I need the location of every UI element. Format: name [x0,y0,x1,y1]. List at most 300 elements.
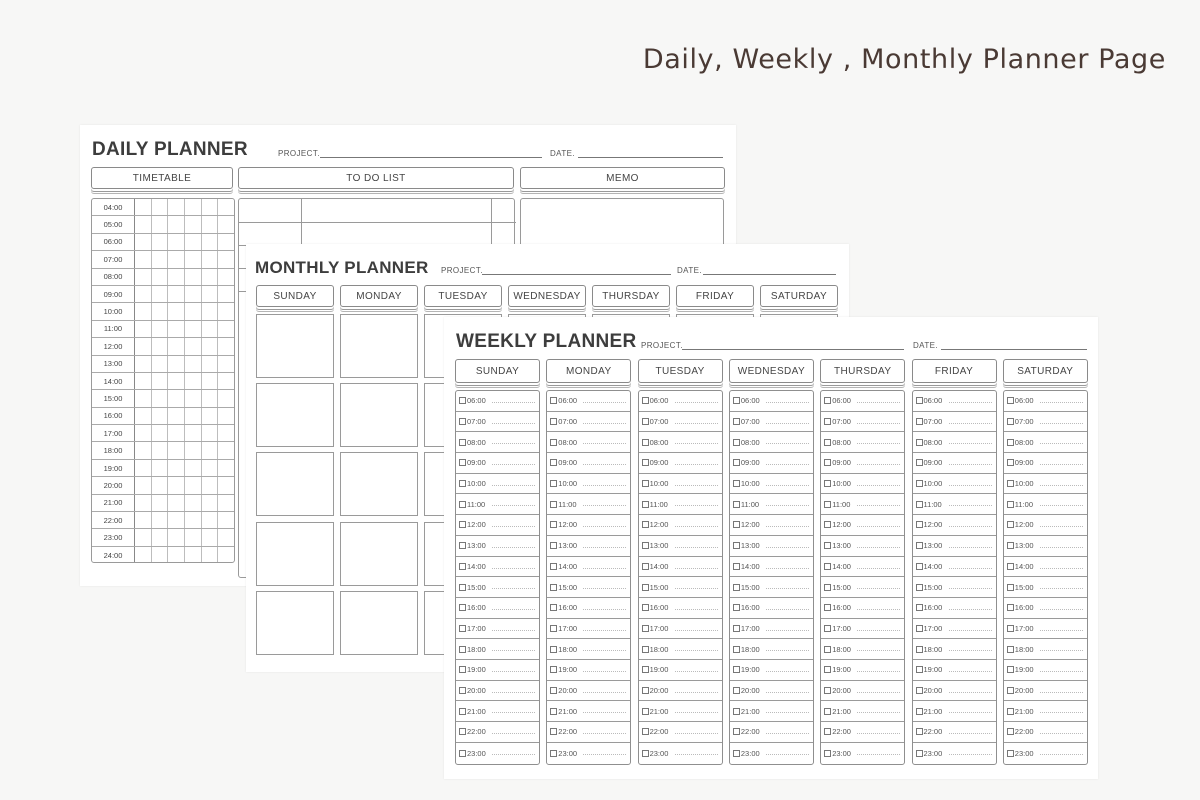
timetable-cell[interactable] [202,512,219,528]
checkbox-icon[interactable] [459,501,466,508]
weekly-time-slot[interactable] [639,432,722,453]
weekly-time-slot[interactable] [730,743,813,764]
monthly-date-field[interactable] [703,274,836,275]
weekly-time-slot[interactable] [730,619,813,640]
weekly-time-slot[interactable] [1004,619,1087,640]
monthly-day-cell[interactable] [340,591,418,655]
weekly-time-slot[interactable] [821,660,904,681]
timetable-cell[interactable] [202,199,219,215]
checkbox-icon[interactable] [916,480,923,487]
monthly-day-cell[interactable] [340,452,418,516]
weekly-time-slot[interactable] [547,722,630,743]
timetable-cell[interactable] [202,338,219,354]
timetable-cell[interactable] [202,234,219,250]
weekly-time-slot[interactable] [1004,412,1087,433]
checkbox-icon[interactable] [550,480,557,487]
checkbox-icon[interactable] [733,563,740,570]
checkbox-icon[interactable] [642,439,649,446]
checkbox-icon[interactable] [916,584,923,591]
checkbox-icon[interactable] [459,687,466,694]
weekly-time-slot[interactable] [821,722,904,743]
timetable-cell[interactable] [185,529,202,545]
checkbox-icon[interactable] [824,584,831,591]
weekly-time-slot[interactable] [456,536,539,557]
timetable-cell[interactable] [135,442,152,458]
checkbox-icon[interactable] [824,728,831,735]
weekly-time-slot[interactable] [821,557,904,578]
checkbox-icon[interactable] [550,501,557,508]
timetable-cell[interactable] [135,338,152,354]
weekly-time-slot[interactable] [456,681,539,702]
checkbox-icon[interactable] [824,687,831,694]
checkbox-icon[interactable] [459,521,466,528]
checkbox-icon[interactable] [733,687,740,694]
checkbox-icon[interactable] [916,708,923,715]
weekly-time-slot[interactable] [456,701,539,722]
checkbox-icon[interactable] [550,750,557,757]
timetable-cell[interactable] [168,408,185,424]
timetable-cell[interactable] [218,460,234,476]
checkbox-icon[interactable] [1007,584,1014,591]
timetable-cell[interactable] [168,321,185,337]
timetable-cell[interactable] [168,495,185,511]
checkbox-icon[interactable] [733,397,740,404]
timetable-cell[interactable] [152,216,169,232]
timetable-cell[interactable] [202,373,219,389]
checkbox-icon[interactable] [733,708,740,715]
checkbox-icon[interactable] [733,604,740,611]
weekly-time-slot[interactable] [1004,432,1087,453]
weekly-time-slot[interactable] [730,412,813,433]
checkbox-icon[interactable] [550,521,557,528]
weekly-date-field[interactable] [941,349,1087,350]
checkbox-icon[interactable] [550,708,557,715]
timetable-cell[interactable] [185,512,202,528]
timetable-cell[interactable] [135,234,152,250]
checkbox-icon[interactable] [459,708,466,715]
checkbox-icon[interactable] [459,666,466,673]
checkbox-icon[interactable] [824,708,831,715]
timetable-grid[interactable] [91,198,235,563]
checkbox-icon[interactable] [642,584,649,591]
timetable-cell[interactable] [135,460,152,476]
timetable-cell[interactable] [168,529,185,545]
checkbox-icon[interactable] [916,646,923,653]
weekly-time-slot[interactable] [913,453,996,474]
timetable-cell[interactable] [152,286,169,302]
weekly-time-slot[interactable] [456,619,539,640]
weekly-time-slot[interactable] [730,722,813,743]
timetable-cell[interactable] [152,303,169,319]
timetable-cell[interactable] [152,390,169,406]
weekly-time-slot[interactable] [1004,474,1087,495]
timetable-cell[interactable] [202,321,219,337]
weekly-time-slot[interactable] [913,515,996,536]
weekly-time-slot[interactable] [547,681,630,702]
checkbox-icon[interactable] [824,625,831,632]
checkbox-icon[interactable] [642,625,649,632]
timetable-cell[interactable] [168,512,185,528]
weekly-time-slot[interactable] [821,619,904,640]
weekly-time-slot[interactable] [547,639,630,660]
checkbox-icon[interactable] [1007,480,1014,487]
checkbox-icon[interactable] [642,708,649,715]
checkbox-icon[interactable] [733,625,740,632]
timetable-cell[interactable] [152,547,169,563]
timetable-cell[interactable] [168,338,185,354]
weekly-time-slot[interactable] [456,474,539,495]
timetable-cell[interactable] [202,251,219,267]
checkbox-icon[interactable] [916,604,923,611]
timetable-cell[interactable] [152,234,169,250]
weekly-time-slot[interactable] [639,743,722,764]
timetable-cell[interactable] [135,286,152,302]
timetable-cell[interactable] [218,303,234,319]
timetable-cell[interactable] [218,234,234,250]
weekly-time-slot[interactable] [913,391,996,412]
checkbox-icon[interactable] [1007,666,1014,673]
weekly-time-slot[interactable] [730,453,813,474]
weekly-time-slot[interactable] [639,681,722,702]
weekly-time-slot[interactable] [547,391,630,412]
timetable-cell[interactable] [152,425,169,441]
timetable-cell[interactable] [218,425,234,441]
weekly-time-slot[interactable] [456,598,539,619]
timetable-cell[interactable] [168,303,185,319]
checkbox-icon[interactable] [642,563,649,570]
checkbox-icon[interactable] [1007,418,1014,425]
checkbox-icon[interactable] [824,397,831,404]
timetable-cell[interactable] [185,425,202,441]
weekly-time-slot[interactable] [1004,515,1087,536]
weekly-time-slot[interactable] [639,577,722,598]
weekly-time-slot[interactable] [456,494,539,515]
weekly-time-slot[interactable] [913,432,996,453]
checkbox-icon[interactable] [459,563,466,570]
weekly-time-slot[interactable] [913,619,996,640]
weekly-time-slot[interactable] [547,412,630,433]
weekly-time-slot[interactable] [1004,557,1087,578]
timetable-cell[interactable] [202,356,219,372]
timetable-cell[interactable] [218,373,234,389]
checkbox-icon[interactable] [642,750,649,757]
weekly-time-slot[interactable] [639,515,722,536]
weekly-time-slot[interactable] [547,619,630,640]
weekly-time-slot[interactable] [1004,681,1087,702]
weekly-time-slot[interactable] [456,660,539,681]
checkbox-icon[interactable] [916,542,923,549]
timetable-cell[interactable] [168,442,185,458]
checkbox-icon[interactable] [459,439,466,446]
weekly-time-slot[interactable] [456,743,539,764]
checkbox-icon[interactable] [550,646,557,653]
checkbox-icon[interactable] [824,666,831,673]
timetable-cell[interactable] [218,512,234,528]
checkbox-icon[interactable] [1007,501,1014,508]
timetable-cell[interactable] [152,408,169,424]
checkbox-icon[interactable] [642,604,649,611]
timetable-cell[interactable] [185,269,202,285]
weekly-time-slot[interactable] [913,412,996,433]
weekly-time-slot[interactable] [821,598,904,619]
timetable-cell[interactable] [202,442,219,458]
weekly-time-slot[interactable] [1004,598,1087,619]
checkbox-icon[interactable] [550,459,557,466]
checkbox-icon[interactable] [1007,625,1014,632]
checkbox-icon[interactable] [550,584,557,591]
checkbox-icon[interactable] [642,521,649,528]
checkbox-icon[interactable] [459,728,466,735]
weekly-time-slot[interactable] [730,701,813,722]
weekly-time-slot[interactable] [639,391,722,412]
weekly-time-slot[interactable] [639,598,722,619]
monthly-day-cell[interactable] [340,314,418,378]
weekly-time-slot[interactable] [730,391,813,412]
timetable-cell[interactable] [202,390,219,406]
weekly-time-slot[interactable] [913,701,996,722]
checkbox-icon[interactable] [733,584,740,591]
weekly-time-slot[interactable] [1004,722,1087,743]
checkbox-icon[interactable] [916,750,923,757]
weekly-time-slot[interactable] [730,681,813,702]
weekly-time-slot[interactable] [913,743,996,764]
timetable-cell[interactable] [135,251,152,267]
checkbox-icon[interactable] [824,521,831,528]
timetable-cell[interactable] [185,216,202,232]
weekly-time-slot[interactable] [821,515,904,536]
timetable-cell[interactable] [168,390,185,406]
weekly-time-slot[interactable] [821,701,904,722]
timetable-cell[interactable] [152,199,169,215]
weekly-time-slot[interactable] [730,536,813,557]
monthly-day-cell[interactable] [340,383,418,447]
weekly-time-slot[interactable] [456,577,539,598]
checkbox-icon[interactable] [824,563,831,570]
timetable-cell[interactable] [168,199,185,215]
timetable-cell[interactable] [218,216,234,232]
timetable-cell[interactable] [168,286,185,302]
timetable-cell[interactable] [202,269,219,285]
timetable-cell[interactable] [135,390,152,406]
weekly-time-slot[interactable] [639,557,722,578]
checkbox-icon[interactable] [550,604,557,611]
checkbox-icon[interactable] [824,542,831,549]
timetable-cell[interactable] [218,390,234,406]
weekly-time-slot[interactable] [913,577,996,598]
timetable-cell[interactable] [135,529,152,545]
timetable-cell[interactable] [152,529,169,545]
timetable-cell[interactable] [135,425,152,441]
timetable-cell[interactable] [202,547,219,563]
checkbox-icon[interactable] [550,397,557,404]
timetable-cell[interactable] [185,460,202,476]
weekly-time-slot[interactable] [821,474,904,495]
checkbox-icon[interactable] [916,418,923,425]
monthly-day-cell[interactable] [256,383,334,447]
timetable-cell[interactable] [218,356,234,372]
timetable-cell[interactable] [135,269,152,285]
checkbox-icon[interactable] [733,439,740,446]
weekly-time-slot[interactable] [456,432,539,453]
weekly-time-slot[interactable] [1004,701,1087,722]
checkbox-icon[interactable] [642,666,649,673]
checkbox-icon[interactable] [642,418,649,425]
checkbox-icon[interactable] [824,750,831,757]
checkbox-icon[interactable] [824,604,831,611]
weekly-time-slot[interactable] [547,701,630,722]
timetable-cell[interactable] [168,547,185,563]
checkbox-icon[interactable] [916,459,923,466]
weekly-time-slot[interactable] [547,557,630,578]
weekly-time-slot[interactable] [821,681,904,702]
timetable-cell[interactable] [168,425,185,441]
weekly-time-slot[interactable] [547,432,630,453]
monthly-day-cell[interactable] [340,522,418,586]
weekly-time-slot[interactable] [547,598,630,619]
checkbox-icon[interactable] [642,501,649,508]
checkbox-icon[interactable] [1007,728,1014,735]
timetable-cell[interactable] [218,199,234,215]
weekly-time-slot[interactable] [639,722,722,743]
checkbox-icon[interactable] [642,480,649,487]
checkbox-icon[interactable] [916,521,923,528]
timetable-cell[interactable] [152,373,169,389]
weekly-time-slot[interactable] [547,453,630,474]
weekly-time-slot[interactable] [639,701,722,722]
checkbox-icon[interactable] [733,521,740,528]
checkbox-icon[interactable] [550,439,557,446]
timetable-cell[interactable] [218,408,234,424]
timetable-cell[interactable] [135,547,152,563]
timetable-cell[interactable] [152,321,169,337]
weekly-time-slot[interactable] [730,557,813,578]
checkbox-icon[interactable] [733,646,740,653]
checkbox-icon[interactable] [824,501,831,508]
weekly-time-slot[interactable] [456,639,539,660]
checkbox-icon[interactable] [459,459,466,466]
checkbox-icon[interactable] [550,666,557,673]
weekly-time-slot[interactable] [639,474,722,495]
checkbox-icon[interactable] [459,542,466,549]
weekly-time-slot[interactable] [547,660,630,681]
timetable-cell[interactable] [202,303,219,319]
weekly-time-slot[interactable] [456,391,539,412]
timetable-cell[interactable] [168,373,185,389]
timetable-cell[interactable] [185,495,202,511]
timetable-cell[interactable] [135,512,152,528]
checkbox-icon[interactable] [733,418,740,425]
timetable-cell[interactable] [218,286,234,302]
weekly-time-slot[interactable] [456,515,539,536]
weekly-time-slot[interactable] [913,681,996,702]
timetable-cell[interactable] [168,460,185,476]
checkbox-icon[interactable] [916,501,923,508]
timetable-cell[interactable] [202,425,219,441]
timetable-cell[interactable] [202,286,219,302]
timetable-cell[interactable] [152,338,169,354]
checkbox-icon[interactable] [459,646,466,653]
weekly-time-slot[interactable] [1004,391,1087,412]
weekly-time-slot[interactable] [821,577,904,598]
weekly-time-slot[interactable] [821,494,904,515]
weekly-time-slot[interactable] [456,722,539,743]
timetable-cell[interactable] [168,234,185,250]
weekly-time-slot[interactable] [1004,660,1087,681]
weekly-time-slot[interactable] [821,639,904,660]
weekly-time-slot[interactable] [456,412,539,433]
checkbox-icon[interactable] [1007,459,1014,466]
weekly-time-slot[interactable] [639,494,722,515]
checkbox-icon[interactable] [1007,604,1014,611]
timetable-cell[interactable] [135,303,152,319]
weekly-time-slot[interactable] [913,536,996,557]
timetable-cell[interactable] [185,356,202,372]
timetable-cell[interactable] [135,199,152,215]
timetable-cell[interactable] [135,373,152,389]
weekly-time-slot[interactable] [913,474,996,495]
checkbox-icon[interactable] [1007,750,1014,757]
weekly-time-slot[interactable] [730,660,813,681]
checkbox-icon[interactable] [459,418,466,425]
weekly-time-slot[interactable] [730,598,813,619]
weekly-time-slot[interactable] [913,722,996,743]
checkbox-icon[interactable] [550,687,557,694]
timetable-cell[interactable] [202,460,219,476]
timetable-cell[interactable] [152,251,169,267]
checkbox-icon[interactable] [1007,542,1014,549]
timetable-cell[interactable] [152,512,169,528]
checkbox-icon[interactable] [550,542,557,549]
checkbox-icon[interactable] [824,646,831,653]
timetable-cell[interactable] [202,477,219,493]
checkbox-icon[interactable] [642,728,649,735]
monthly-day-cell[interactable] [256,314,334,378]
timetable-cell[interactable] [135,321,152,337]
weekly-time-slot[interactable] [913,639,996,660]
checkbox-icon[interactable] [824,418,831,425]
weekly-time-slot[interactable] [639,619,722,640]
checkbox-icon[interactable] [1007,563,1014,570]
weekly-time-slot[interactable] [547,536,630,557]
checkbox-icon[interactable] [916,563,923,570]
timetable-cell[interactable] [185,286,202,302]
timetable-cell[interactable] [185,442,202,458]
weekly-time-slot[interactable] [1004,639,1087,660]
checkbox-icon[interactable] [733,750,740,757]
checkbox-icon[interactable] [1007,439,1014,446]
timetable-cell[interactable] [185,477,202,493]
monthly-day-cell[interactable] [256,591,334,655]
timetable-cell[interactable] [218,269,234,285]
weekly-time-slot[interactable] [1004,494,1087,515]
timetable-cell[interactable] [168,251,185,267]
timetable-cell[interactable] [218,495,234,511]
weekly-time-slot[interactable] [456,557,539,578]
checkbox-icon[interactable] [550,418,557,425]
timetable-cell[interactable] [202,529,219,545]
timetable-cell[interactable] [218,251,234,267]
checkbox-icon[interactable] [916,439,923,446]
timetable-cell[interactable] [168,356,185,372]
weekly-time-slot[interactable] [913,598,996,619]
weekly-time-slot[interactable] [639,412,722,433]
weekly-time-slot[interactable] [730,639,813,660]
timetable-cell[interactable] [185,373,202,389]
checkbox-icon[interactable] [642,459,649,466]
timetable-cell[interactable] [135,408,152,424]
weekly-time-slot[interactable] [821,743,904,764]
weekly-time-slot[interactable] [456,453,539,474]
